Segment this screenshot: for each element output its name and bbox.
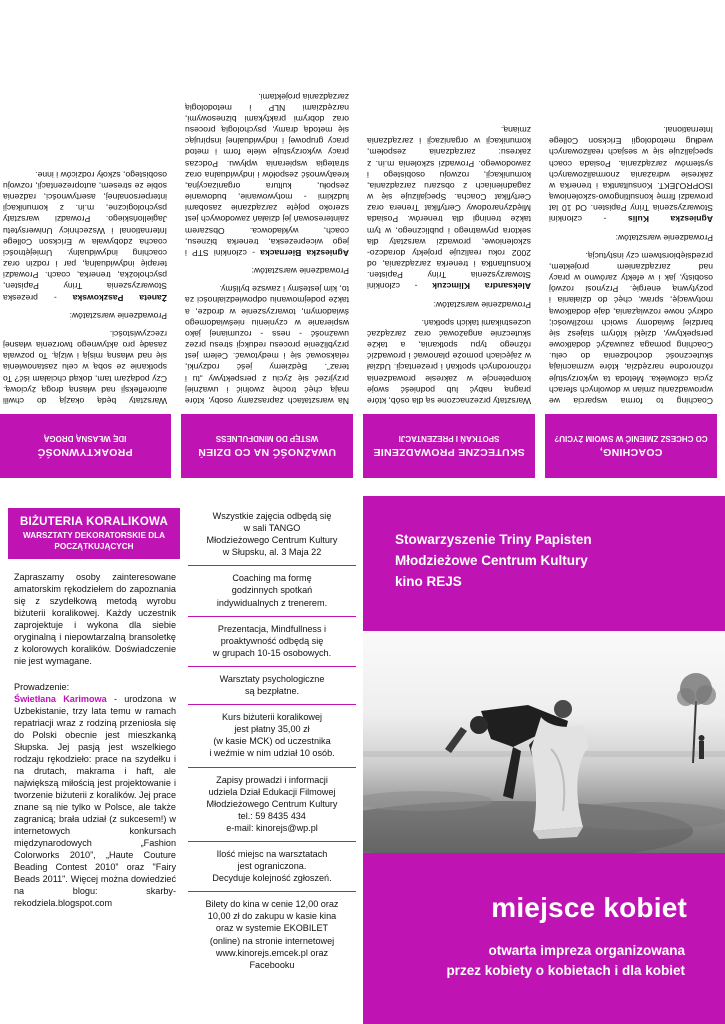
- beading-leader-name: Świetłana Karimowa: [14, 694, 107, 705]
- cover-photo-illustration: [363, 631, 725, 853]
- info-line: godzinnych spotkań: [231, 585, 313, 596]
- info-line: Decyduje kolejność zgłoszeń.: [212, 873, 332, 884]
- panel-subtitle: WSTĘP DO MINDFULNESS: [215, 433, 319, 443]
- panel-leader: [185, 90, 349, 258]
- info-line: i weźmie w nim udział 10 osób.: [209, 748, 335, 759]
- panel-body: [0, 169, 171, 414]
- beading-leader-label: Prowadzenie:: [14, 682, 70, 693]
- panel-leader-bio: - prezeska Stowarzyszenia Triny Papisten, psycholożka, trenerka, coach. Prowadzi terapię indywidualną, par i rodzin oraz coaching indywidualny. Umiejętności coacha zdobywała w Erickson College International i Wszechnicy Uniwersytetu Jagiellońskiego. Prowadzi warsztaty psychologiczne, m.in. z komunikacji interpersonalnej, asertywności, radzenia sobie ze stresem, autoprezentacji, rozwoju osobistego, szkoły rodziców i inne.: [3, 169, 167, 303]
- panel-leader-name: Żaneta Paszkowska: [72, 292, 167, 303]
- info-line: jest ograniczona.: [237, 861, 307, 872]
- info-line: jest płatny 35,00 zł: [234, 724, 310, 735]
- info-phone: tel.: 59 8435 434: [238, 810, 306, 821]
- beading-title: BIŻUTERIA KORALIKOWA: [20, 516, 168, 528]
- panel-coaching: [545, 10, 717, 478]
- info-line: Warsztaty psychologiczne: [219, 673, 325, 684]
- tagline-sub: [446, 941, 685, 982]
- panel-banner: [0, 414, 171, 478]
- info-tickets: [188, 892, 356, 978]
- info-line: Bilety do kina w cenie 12,00 oraz: [205, 899, 339, 910]
- info-line: Młodzieżowego Centrum Kultury: [206, 798, 338, 809]
- panel-paragraph: Na warsztatach zapraszamy osoby, które mają chęć trochę zwolnić i uważniej przyjrzeć się życiu z perspektywy „tu i teraz”. Będziemy jeść rodzynki, relaksować się i medytować. Celem jest przybliżenie procesu redukcji stresu przez uważność - ness - rozumianej jako wspieranie w czynieniu nieświadomego świadomym, towarzyszenie w drodze, a także podejmowaniu odpowiedzialności za to, kim jesteśmy i zawsze byliśmy.: [185, 284, 349, 406]
- panel-subtitle: SPOTKAŃ I PREZENTACJI: [398, 433, 500, 443]
- panel-leader-bio: - członkini STP i jego wiceprezeska, trenerka biznesu, coach, wykładowca. Obszarem zainteresowań jej działań zawodowych jest szeroko pojęte zarządzanie zasobami ludzkimi - motywowanie, budowanie zespołu, kultura organizacyjna, kreatywność zespołów i indywidualna oraz strategia wspierania wpływu. Podczas pracy wykorzystuje wiele form i metod pracy grupowej i indywidualnej inspirując się metodą dramy, psychologią procesu oraz dobrymi praktykami biznesowymi, narzędziami NLP i metodologią zarządzania projektami.: [184, 91, 349, 258]
- info-line: w Słupsku, al. 3 Maja 22: [222, 547, 322, 558]
- organizers: [395, 530, 592, 593]
- info-venue: [188, 508, 356, 566]
- info-limited-seats: [188, 842, 356, 892]
- info-line: są bezpłatne.: [244, 686, 300, 697]
- panel-leader-name: Agnieszka Kulis: [627, 214, 713, 225]
- panel-proactivity: [0, 10, 171, 478]
- info-line: w sali TANGO: [243, 523, 301, 534]
- panel-title: COACHING,: [599, 445, 663, 458]
- panel-paragraph: Warsztaty przeznaczone są dla osób, które pragną nabyć lub podnieść swoje kompetencje w zakresie prowadzenia różnorodnych spotkań i prezentacji. Udział w zajęciach pomoże planować i prowadzić różnego typu spotkania, a także skutecznie angażować oraz zarządzać uczestnikami takich spotkań.: [367, 317, 531, 406]
- info-beading-price: [188, 705, 356, 767]
- panel-leader-label: Prowadzenie warsztatów:: [69, 310, 167, 321]
- info-line: 10,00 zł do zakupu w kasie kina: [207, 911, 337, 922]
- panel-banner: [545, 414, 717, 478]
- info-group-sizes: [188, 617, 356, 667]
- panel-leader-name: Aleksandra Klimczuk: [432, 281, 531, 292]
- organizer-association: Stowarzyszenie Triny Papisten: [395, 532, 592, 547]
- info-line: udziela Dział Edukacji Filmowej: [208, 786, 336, 797]
- beading-subtitle: WARSZTATY DEKORATORSKIE DLA POCZĄTKUJĄCYCH: [22, 531, 166, 551]
- cover-photo: [363, 631, 725, 853]
- info-line: Wszystkie zajęcia odbędą się: [212, 511, 332, 521]
- panel-title: SKUTECZNE PROWADZENIE: [373, 445, 525, 458]
- panel-leader: [3, 169, 167, 303]
- info-contact: [188, 768, 356, 842]
- beading-leader: [14, 693, 176, 909]
- info-line: (w kasie MCK) od uczestnika: [213, 736, 331, 747]
- panel-leader-label: Prowadzenie warsztatów:: [433, 299, 531, 310]
- panel-body: [363, 124, 535, 414]
- info-free: [188, 667, 356, 705]
- beading-intro: Zapraszamy osoby zainteresowane amatorskim rękodziełem do zapoznania się z szydełkową metodą wyrobu biżuterii koralikowej. Każdy uczestnik zaprojektuje i wykona dla siebie oryginalną i niepowtarzalną bransoletkę z kolorowych koralików. Doświadczenie nie jest wymagane.: [14, 572, 176, 667]
- panel-mindfulness: [181, 10, 353, 478]
- panel-leader-name: Agnieszka Biernacka: [260, 247, 349, 258]
- info-line: Ilość miejsc na warsztatach: [216, 848, 328, 859]
- beading-body: [8, 559, 180, 909]
- info-email: e-mail: kinorejs@wp.pl: [226, 822, 318, 833]
- tagline-sub-line-1: otwarta impreza organizowana: [488, 943, 685, 958]
- info-website: www.kinorejs.emcek.pl oraz: [215, 947, 329, 958]
- tagline-main: miejsce kobiet: [491, 892, 687, 923]
- panel-leader-bio: - członkini Stowarzyszenia Triny Papisten. Od 10 lat prowadzi firmę konsultingowo-szkoleniową ISOPROJEKT. Konsultantka i trenerka w zakresie wdrażania znormalizowanych systemów zarządzania. Posiada coach specjalizuje się w sesjach realizowanych według metodologii Erickson College International.: [548, 125, 713, 225]
- beading-banner: [8, 508, 180, 559]
- panel-leader-label: Prowadzenie warsztatów:: [615, 232, 713, 243]
- beading-leader-bio: - urodzona w Uzbekistanie, trzy lata temu w ramach repatriacji wraz z rodziną przeniosła się do Polski obecnie jest mieszkanką Słupska. Jej pasją jest wszelkiego rodzaju rękodzieło: prace na szydełku i na drutach, makrama i haft, ale największą miłością jest projektowanie i tworzenie biżuterii z koralików. Jej prace znane są nie tylko w Polsce, ale także zagranicą; brała udział (z sukcesem!) w internetowych konkursach międzynarodowych „Fashion Colorworks 2010”, „Haute Couture Beading Contest 2010” oraz "Fairy Beads 2011". Więcej można dowiedzieć na blogu: skarby-rekodziela.blogspot.com: [14, 694, 176, 909]
- info-line: Młodzieżowego Centrum Kultury: [206, 535, 338, 546]
- upside-down-workshop-panels: [0, 0, 725, 500]
- panel-banner: [363, 414, 535, 478]
- organizer-youth-center: Młodzieżowe Centrum Kultury: [395, 552, 588, 568]
- panel-leader-label: Prowadzenie warsztatów:: [251, 266, 349, 277]
- info-coaching-format: [188, 566, 356, 616]
- info-line: w grupach 10-15 osobowych.: [212, 647, 332, 658]
- info-line: Zapisy prowadzi i informacji: [216, 774, 328, 785]
- info-line: Coaching ma formę: [232, 573, 312, 584]
- panel-leader: [549, 124, 713, 225]
- info-line: Kurs biżuterii koralikowej: [221, 712, 323, 723]
- panel-body: [181, 90, 353, 414]
- panel-paragraph: Warsztaty będą okazją do chwili autorefleksji nad własną drogą życiową. Czy podążam tam, dokąd chciałam iść? To spotkanie ze sobą w celu zastanowienia się nad własną misją i wizją. To pozwala zasadę pro aktywnego tworzenia własnej rzeczywistości.: [3, 328, 167, 406]
- panel-title: PROAKTYWNOŚĆ: [37, 445, 133, 458]
- info-line: Facebooku: [249, 959, 295, 970]
- panel-banner: [181, 414, 353, 478]
- panel-title: UWAŻNOŚĆ NA CO DZIEŃ: [197, 445, 337, 458]
- panel-subtitle: IDĘ WŁASNĄ DROGĄ: [43, 433, 127, 443]
- info-line: proaktywność odbędą się: [220, 635, 324, 646]
- panel-body: [545, 124, 717, 414]
- info-line: (online) na stronie internetowej: [209, 935, 335, 946]
- tagline-sub-line-2: przez kobiety o kobietach i dla kobiet: [446, 963, 685, 979]
- panel-paragraph: Coaching to forma wsparcia we wprowadzaniu zmian w dowolnych sferach życia człowieka. Metoda ta wykorzystuje różnorodne narzędzia, które wzmacniają skuteczność dochodzenia do celu. Coaching pomaga zauważyć dodatkowe perspektywy, dzięki którym stajesz się bardziej świadomy swoich możliwości; odkryć nowe rozwiązania, daje dodatkową motywację, spraw, chęć do działania i pozytywną energię. Przynosi rozwój osobisty, jak i w efekty zarówno w pracy nad zarządzaniem projektem, przedsiębiorstwem czy instytucją.: [549, 250, 713, 406]
- info-column: [188, 508, 356, 1016]
- info-line: indywidualnych z trenerem.: [216, 597, 328, 608]
- beading-workshop-column: [8, 508, 180, 1016]
- panel-leader-bio: - członkini Stowarzyszenia Triny Papisten. Konsultantka i trenerka zarządzania, od 2002 roku realizuje projekty doradczo-szkoleniowe, prowadzi warsztaty dla sektora prywatnego i publicznego, w tym także treningi dla trenerów. Posiada Międzynarodowy Certyfikat Trenera oraz Certyfikat Coacha. Specjalizuje się w zagadnieniach z obszaru zarządzania, komunikacji, rozwoju osobistego i zawodowego. Prowadzi szkolenia m.in. z zakresu: zarządzania zespołem, komunikacji w organizacji i zarządzania zmianą.: [367, 125, 531, 292]
- panel-subtitle: CO CHCESZ ZMIENIĆ W SWOIM ŻYCIU?: [554, 433, 708, 443]
- info-line: Prezentacja, Mindfullness i: [217, 623, 327, 634]
- panel-leader: [367, 124, 531, 292]
- cover-panel: [363, 496, 725, 1024]
- panel-meetings: [363, 10, 535, 478]
- organizer-cinema: kino REJS: [395, 573, 462, 589]
- info-line: oraz w systemie EKOBILET: [215, 923, 329, 934]
